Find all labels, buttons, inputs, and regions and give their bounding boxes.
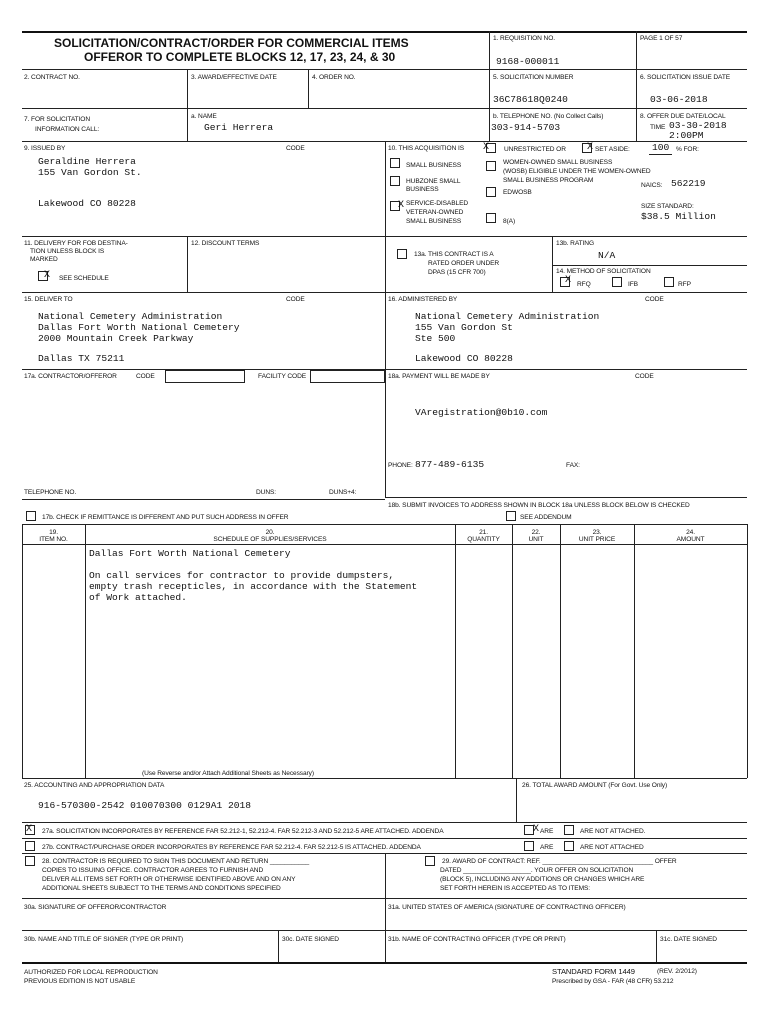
sdvosb-mark: X <box>398 200 405 211</box>
size-standard-label: SIZE STANDARD: <box>641 203 694 210</box>
rating-value[interactable]: N/A <box>598 250 616 261</box>
administered-line2: 155 Van Gordon St <box>415 322 513 333</box>
col-unit-price: UNIT PRICE <box>578 536 616 543</box>
deliver-to-line1: National Cemetery Administration <box>38 311 223 322</box>
contractor-code-label: CODE <box>136 373 155 380</box>
clause-27b-are-not: ARE NOT ATTACHED <box>580 844 644 851</box>
clause-28-line1: 28. CONTRACTOR IS REQUIRED TO SIGN THIS DOCUMENT AND RETURN ___________ <box>42 858 310 865</box>
sdvosb-label: SERVICE-DISABLED <box>406 200 469 207</box>
ifb-checkbox[interactable] <box>612 277 622 287</box>
contractor-code-field[interactable] <box>165 370 245 383</box>
administered-line1: National Cemetery Administration <box>415 311 600 322</box>
offer-due-date[interactable]: 03-30-2018 <box>669 120 727 131</box>
info-call-label-2: INFORMATION CALL: <box>35 126 100 133</box>
schedule-line4: of Work attached. <box>89 592 187 603</box>
eight-a-checkbox[interactable] <box>486 213 496 223</box>
col-schedule: SCHEDULE OF SUPPLIES/SERVICES <box>213 536 327 543</box>
clause-27b-are: ARE <box>540 844 554 851</box>
contact-name[interactable]: Geri Herrera <box>204 122 274 133</box>
payment-phone-label: PHONE: <box>388 462 413 469</box>
facility-code-field[interactable] <box>310 370 385 383</box>
delivery-label-3: MARKED <box>30 256 58 263</box>
discount-terms-label: 12. DISCOUNT TERMS <box>191 240 260 247</box>
edwosb-checkbox[interactable] <box>486 187 496 197</box>
col-unit-num: 22. <box>531 529 541 536</box>
unrestricted-label: UNRESTRICTED OR <box>504 146 566 153</box>
col-unit: UNIT <box>528 536 544 543</box>
info-call-label: 7. FOR SOLICITATION <box>24 116 90 123</box>
footer-previous: PREVIOUS EDITION IS NOT USABLE <box>24 978 136 985</box>
accounting-value[interactable]: 916-570300-2542 010070300 0129A1 2018 <box>38 800 252 811</box>
col-amount: AMOUNT <box>676 536 705 543</box>
hubzone-label: HUBZONE SMALL <box>406 178 461 185</box>
wosb-checkbox[interactable] <box>486 161 496 171</box>
rated-order-label: 13a. THIS CONTRACT IS A <box>414 251 494 258</box>
col-item-no: ITEM NO. <box>39 536 68 543</box>
naics-value[interactable]: 562219 <box>671 178 706 189</box>
clause-27b-are-not-checkbox[interactable] <box>564 841 574 851</box>
deliver-to-line3: 2000 Mountain Creek Parkway <box>38 333 194 344</box>
signature-offeror-label: 30a. SIGNATURE OF OFFEROR/CONTRACTOR <box>24 904 167 911</box>
payment-phone-value[interactable]: 877-489-6135 <box>415 459 485 470</box>
rated-order-label-3: DPAS (15 CFR 700) <box>428 269 486 276</box>
clause-27a: 27a. SOLICITATION INCORPORATES BY REFERENCE FAR 52.212-1, 52.212-4. FAR 52.212-3 AND 52.212-5 ARE ATTACHED. ADDENDA <box>42 828 444 835</box>
col-unit-price-num: 23. <box>592 529 602 536</box>
clause-29-line4: SET FORTH HEREIN IS ACCEPTED AS TO ITEMS: <box>440 885 591 892</box>
telephone-value[interactable]: 303-914-5703 <box>491 122 561 133</box>
set-aside-mark: X <box>587 142 594 153</box>
issued-by-line3: Lakewood CO 80228 <box>38 198 136 209</box>
solicitation-date-value[interactable]: 03-06-2018 <box>650 94 708 105</box>
schedule-line2: On call services for contractor to provide dumpsters, <box>89 570 395 581</box>
issued-by-code-label: CODE <box>286 145 305 152</box>
footer-authorized: AUTHORIZED FOR LOCAL REPRODUCTION <box>24 969 158 976</box>
form-subtitle: OFFEROR TO COMPLETE BLOCKS 12, 17, 23, 24, & 30 <box>84 50 396 64</box>
rfp-label: RFP <box>678 281 691 288</box>
award-date-label: 3. AWARD/EFFECTIVE DATE <box>191 74 277 81</box>
rated-order-label-2: RATED ORDER UNDER <box>428 260 500 267</box>
rated-order-checkbox[interactable] <box>397 249 407 259</box>
edwosb-label: EDWOSB <box>503 189 532 196</box>
requisition-label: 1. REQUISITION NO. <box>493 35 555 42</box>
administered-code-label: CODE <box>645 296 664 303</box>
clause-27b: 27b. CONTRACT/PURCHASE ORDER INCORPORATES BY REFERENCE FAR 52.212-4. FAR 52.212-5 IS ATTACHED. ADDENDA <box>42 844 421 851</box>
clause-27a-are-not: ARE NOT ATTACHED. <box>580 828 646 835</box>
signer-name-label: 30b. NAME AND TITLE OF SIGNER (TYPE OR PRINT) <box>24 936 184 943</box>
schedule-line3: empty trash recepticles, in accordance with the Statement <box>89 581 418 592</box>
facility-code-label: FACILITY CODE <box>258 373 307 380</box>
signer-date-label: 30c. DATE SIGNED <box>282 936 339 943</box>
sdvosb-label-2: VETERAN-OWNED <box>406 209 464 216</box>
name-label: a. NAME <box>191 113 217 120</box>
col-schedule-num: 20. <box>265 529 275 536</box>
offer-due-time[interactable]: 2:00PM <box>669 130 704 141</box>
clause-28-checkbox[interactable] <box>25 856 35 866</box>
deliver-to-label: 15. DELIVER TO <box>24 296 73 303</box>
deliver-to-code-label: CODE <box>286 296 305 303</box>
sdvosb-label-3: SMALL BUSINESS <box>406 218 462 225</box>
naics-label: NAICS: <box>641 182 663 189</box>
contractor-telephone-label: TELEPHONE NO. <box>24 489 77 496</box>
total-award-label: 26. TOTAL AWARD AMOUNT (For Govt. Use Only) <box>522 782 668 789</box>
page-count: PAGE 1 OF 57 <box>640 35 683 42</box>
clause-29-line3: (BLOCK 5), INCLUDING ANY ADDITIONS OR CHANGES WHICH ARE <box>440 876 645 883</box>
clause-28-line4: ADDITIONAL SHEETS SUBJECT TO THE TERMS AND CONDITIONS SPECIFIED <box>42 885 281 892</box>
issued-by-line2: 155 Van Gordon St. <box>38 167 142 178</box>
set-aside-label: SET ASIDE: <box>595 146 630 153</box>
clause-29-line1: 29. AWARD OF CONTRACT: REF. _______________________________ OFFER <box>442 858 677 865</box>
invoice-label: 18b. SUBMIT INVOICES TO ADDRESS SHOWN IN BLOCK 18a UNLESS BLOCK BELOW IS CHECKED <box>388 502 690 509</box>
footer-form-name: STANDARD FORM 1449 <box>552 967 635 976</box>
footer-revision: (REV. 2/2012) <box>657 968 697 975</box>
clause-29-checkbox[interactable] <box>425 856 435 866</box>
issued-by-line1: Geraldine Herrera <box>38 156 136 167</box>
wosb-label-3: SMALL BUSINESS PROGRAM <box>503 177 594 184</box>
delivery-label-2: TION UNLESS BLOCK IS <box>30 248 105 255</box>
offer-due-label: 8. OFFER DUE DATE/LOCAL <box>640 113 726 120</box>
remittance-label: 17b. CHECK IF REMITTANCE IS DIFFERENT AND PUT SUCH ADDRESS IN OFFER <box>42 514 289 521</box>
clause-28-line2: COPIES TO ISSUING OFFICE. CONTRACTOR AGREES TO FURNISH AND <box>42 867 264 874</box>
administered-line3: Ste 500 <box>415 333 456 344</box>
payment-email[interactable]: VAregistration@0b10.com <box>415 407 548 418</box>
deliver-to-line2: Dallas Fort Worth National Cemetery <box>38 322 240 333</box>
schedule-footnote: (Use Reverse and/or Attach Additional Sheets as Necessary) <box>142 770 314 777</box>
remittance-checkbox[interactable] <box>26 511 36 521</box>
clause-27b-checkbox[interactable] <box>25 841 35 851</box>
schedule-line1: Dallas Fort Worth National Cemetery <box>89 548 291 559</box>
rfq-mark: X <box>565 275 572 286</box>
col-quantity: QUANTITY <box>467 536 500 543</box>
telephone-label: b. TELEPHONE NO. (No Collect Calls) <box>493 113 604 120</box>
hubzone-checkbox[interactable] <box>390 176 400 186</box>
rating-label: 13b. RATING <box>556 240 594 247</box>
clause-27a-are-mark: X <box>533 824 540 835</box>
rfp-checkbox[interactable] <box>664 277 674 287</box>
percent-for-label: % FOR: <box>676 146 699 153</box>
rfq-label: RFQ <box>577 281 591 288</box>
clause-29-line2: DATED ___________________. YOUR OFFER ON SOLICITATION <box>440 867 634 874</box>
small-business-label: SMALL BUSINESS <box>406 162 462 169</box>
delivery-label: 11. DELIVERY FOR FOB DESTINA- <box>24 240 128 247</box>
small-business-checkbox[interactable] <box>390 158 400 168</box>
clause-28-line3: DELIVER ALL ITEMS SET FORTH OR OTHERWISE IDENTIFIED ABOVE AND ON ANY <box>42 876 296 883</box>
payment-fax-label: FAX: <box>566 462 580 469</box>
eight-a-label: 8(A) <box>503 218 516 225</box>
solicitation-number-value[interactable]: 36C78618Q0240 <box>493 94 568 105</box>
addendum-checkbox[interactable] <box>506 511 516 521</box>
contract-no-label: 2. CONTRACT NO. <box>24 74 80 81</box>
solicitation-number-label: 5. SOLICITATION NUMBER <box>493 74 574 81</box>
size-standard-value[interactable]: $38.5 Million <box>641 211 716 222</box>
solicitation-date-label: 6. SOLICITATION ISSUE DATE <box>640 74 731 81</box>
requisition-value[interactable]: 9168-000011 <box>496 56 560 67</box>
time-label: TIME <box>650 124 666 131</box>
wosb-label: WOMEN-OWNED SMALL BUSINESS <box>503 159 613 166</box>
signature-officer-label: 31a. UNITED STATES OF AMERICA (SIGNATURE OF CONTRACTING OFFICER) <box>388 904 626 911</box>
col-quantity-num: 21. <box>479 529 488 536</box>
ifb-label: IFB <box>628 281 638 288</box>
clause-27a-mark: X <box>26 824 33 835</box>
duns4-label: DUNS+4: <box>329 489 357 496</box>
duns-label: DUNS: <box>256 489 277 496</box>
unrestricted-mark: X <box>483 142 490 153</box>
addendum-label: SEE ADDENDUM <box>520 514 572 521</box>
form-title: SOLICITATION/CONTRACT/ORDER FOR COMMERCIAL ITEMS <box>54 36 409 50</box>
contractor-label: 17a. CONTRACTOR/OFFEROR <box>24 373 117 380</box>
see-schedule-mark: X <box>44 270 51 281</box>
payment-label: 18a. PAYMENT WILL BE MADE BY <box>388 373 490 380</box>
set-aside-percent[interactable]: 100 <box>649 142 672 155</box>
col-item-no-num: 19. <box>49 529 58 536</box>
hubzone-label-2: BUSINESS <box>406 186 439 193</box>
officer-date-label: 31c. DATE SIGNED <box>660 936 717 943</box>
footer-prescribed: Prescribed by GSA - FAR (48 CFR) 53.212 <box>552 978 674 985</box>
clause-27a-are: ARE <box>540 828 554 835</box>
administered-line4: Lakewood CO 80228 <box>415 353 513 364</box>
see-schedule-label: SEE SCHEDULE <box>59 275 109 282</box>
order-no-label: 4. ORDER NO. <box>312 74 356 81</box>
officer-name-label: 31b. NAME OF CONTRACTING OFFICER (TYPE OR PRINT) <box>388 936 566 943</box>
accounting-label: 25. ACCOUNTING AND APPROPRIATION DATA <box>24 782 165 789</box>
clause-27a-are-not-checkbox[interactable] <box>564 825 574 835</box>
clause-27b-are-checkbox[interactable] <box>524 841 534 851</box>
deliver-to-line4: Dallas TX 75211 <box>38 353 125 364</box>
method-label: 14. METHOD OF SOLICITATION <box>556 268 651 275</box>
col-amount-num: 24. <box>686 529 695 536</box>
acquisition-label: 10. THIS ACQUISITION IS <box>388 145 464 152</box>
wosb-label-2: (WOSB) ELIGIBLE UNDER THE WOMEN-OWNED <box>503 168 651 175</box>
payment-code-label: CODE <box>635 373 654 380</box>
administered-label: 16. ADMINISTERED BY <box>388 296 458 303</box>
issued-by-label: 9. ISSUED BY <box>24 145 66 152</box>
